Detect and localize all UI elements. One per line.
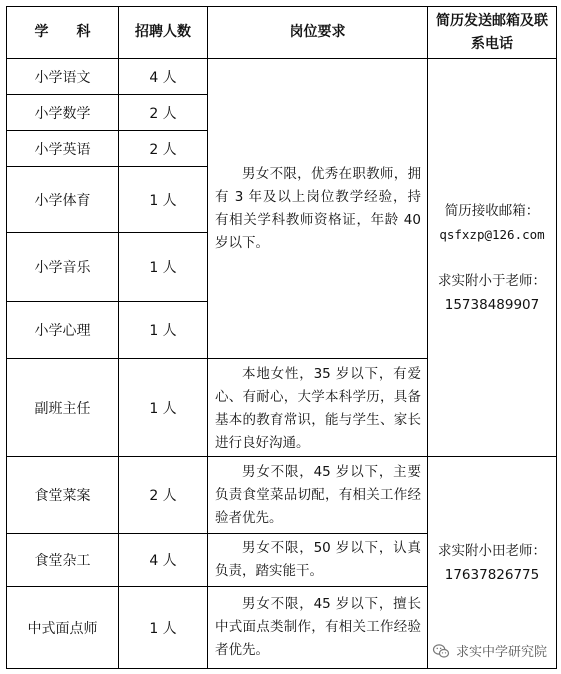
table-row: [7, 59, 557, 95]
contact-phone: 15738489907: [444, 296, 540, 313]
subject-cell: 小学数学: [7, 95, 119, 131]
requirements-kitchen-cut: 男女不限，45 岁以下，主要负责食堂菜品切配，有相关工作经验者优先。: [208, 457, 428, 534]
email-address: qsfxzp@126.com: [439, 226, 545, 242]
subject-cell: 小学语文: [7, 59, 119, 95]
requirements-teachers: 男女不限，优秀在职教师，拥有 3 年及以上岗位教学经验，持有相关学科教师资格证，年龄 40 岁以下。: [208, 59, 428, 359]
count-cell: 2 人: [119, 131, 208, 167]
contact-phone: 17637826775: [444, 566, 540, 583]
watermark-text: 求实中学研究院: [455, 645, 547, 660]
count-cell: 1 人: [119, 587, 208, 669]
count-cell: 4 人: [119, 534, 208, 587]
requirements-kitchen-helper: 男女不限，50 岁以下，认真负责，踏实能干。: [208, 534, 428, 587]
subject-cell: 食堂菜案: [7, 457, 119, 534]
recruitment-table: [6, 6, 557, 669]
subject-cell: 中式面点师: [7, 587, 119, 669]
table-header-row: [7, 7, 557, 59]
header-requirements: 岗位要求: [208, 7, 428, 59]
watermark: [430, 641, 549, 660]
wechat-icon: [432, 642, 450, 660]
subject-cell: 小学体育: [7, 167, 119, 233]
requirements-assistant: 本地女性，35 岁以下，有爱心、有耐心，大学本科学历，具备基本的教育常识，能与学生、家长进行良好沟通。: [208, 359, 428, 457]
count-cell: 4 人: [119, 59, 208, 95]
count-cell: 1 人: [119, 302, 208, 359]
subject-cell: 小学心理: [7, 302, 119, 359]
spacer: [428, 247, 556, 269]
header-contact: 简历发送邮箱及联系电话: [428, 7, 557, 59]
subject-cell: 小学音乐: [7, 233, 119, 302]
requirements-pastry: 男女不限，45 岁以下，擅长中式面点类制作，有相关工作经验者优先。: [208, 587, 428, 669]
header-count: 招聘人数: [119, 7, 208, 59]
count-cell: 2 人: [119, 457, 208, 534]
subject-cell: 小学英语: [7, 131, 119, 167]
count-cell: 2 人: [119, 95, 208, 131]
count-cell: 1 人: [119, 233, 208, 302]
table-row: [7, 457, 557, 534]
contact-teacher: 求实附小于老师：: [438, 272, 546, 289]
count-cell: 1 人: [119, 359, 208, 457]
count-cell: 1 人: [119, 167, 208, 233]
subject-cell: 食堂杂工: [7, 534, 119, 587]
contact-school: [428, 59, 557, 457]
header-subject: 学 科: [7, 7, 119, 59]
contact-canteen: [428, 457, 557, 669]
contact-teacher: 求实附小田老师：: [438, 542, 546, 559]
recruitment-table-wrapper: [6, 6, 556, 669]
email-label: 简历接收邮箱：: [444, 202, 540, 219]
subject-cell: 副班主任: [7, 359, 119, 457]
